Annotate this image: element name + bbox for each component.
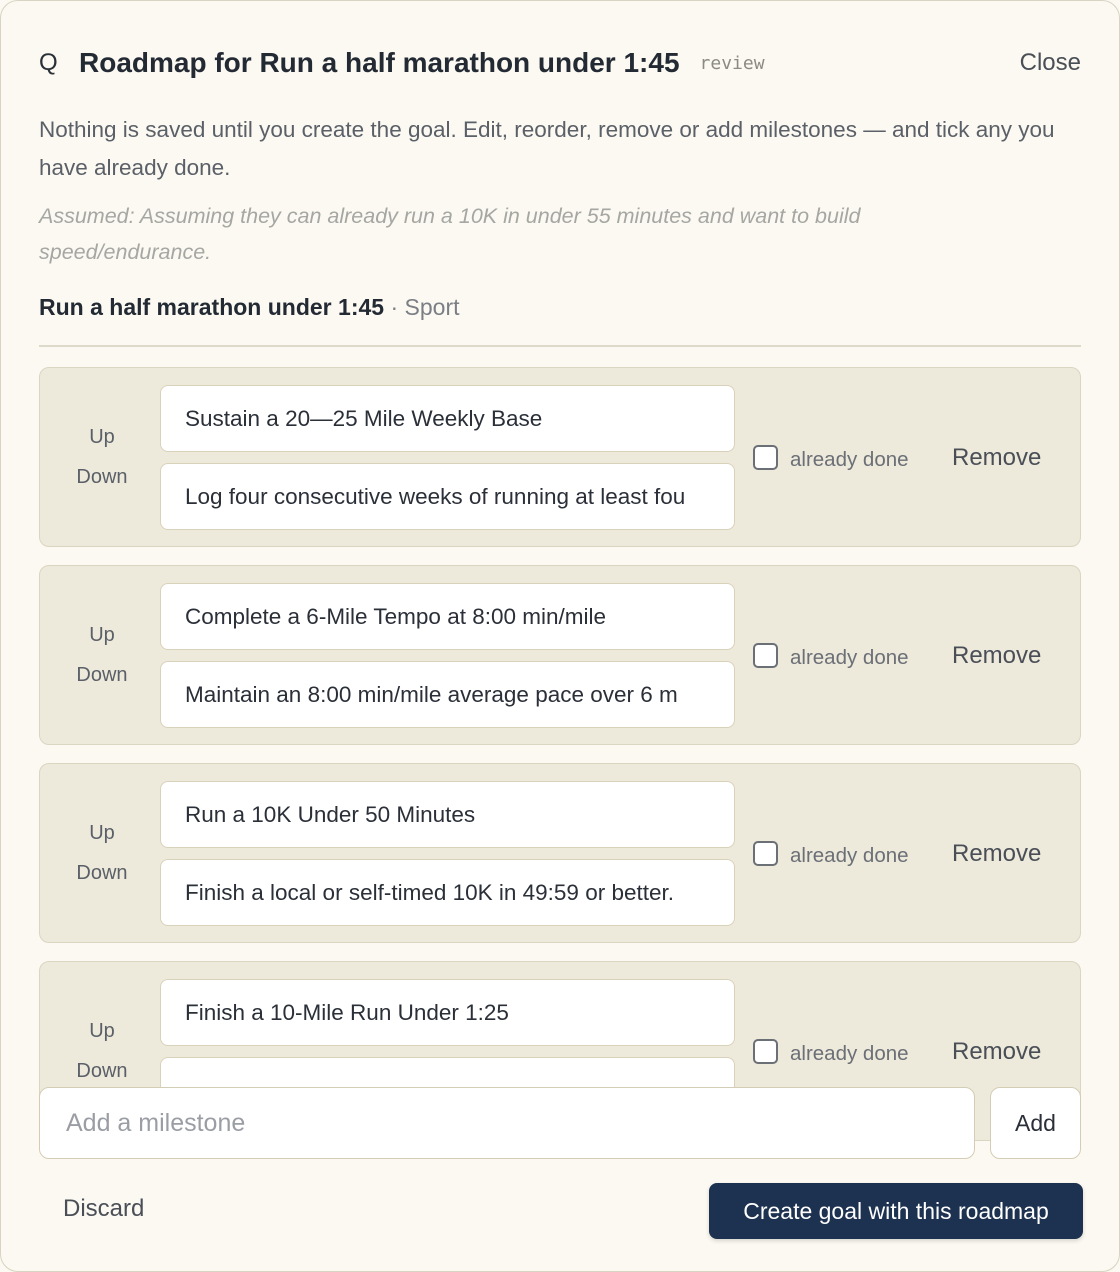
q-icon: Q — [39, 49, 58, 76]
move-down-button[interactable]: Down — [76, 862, 128, 884]
milestone-title-input[interactable] — [160, 781, 735, 848]
move-up-button[interactable]: Up — [89, 1020, 115, 1042]
add-milestone-button[interactable]: Add — [990, 1087, 1081, 1159]
milestone-title-input[interactable] — [160, 979, 735, 1046]
intro-text: Nothing is saved until you create the goal. Edit, reorder, remove or add milestones — and tick any you have already done. — [39, 117, 1055, 180]
already-done-checkbox[interactable] — [753, 1039, 778, 1064]
close-button[interactable]: Close — [1019, 49, 1081, 76]
move-up-button[interactable]: Up — [89, 822, 115, 844]
milestone-description-input[interactable] — [160, 859, 735, 926]
remove-milestone-button[interactable]: Remove — [952, 840, 1042, 867]
already-done-checkbox[interactable] — [753, 643, 778, 668]
discard-button[interactable]: Discard — [63, 1195, 145, 1222]
already-done-label: already done — [790, 1042, 909, 1065]
goal-separator: · — [384, 294, 405, 320]
already-done-checkbox[interactable] — [753, 841, 778, 866]
move-down-button[interactable]: Down — [76, 466, 128, 488]
milestone-description-input[interactable] — [160, 661, 735, 728]
assumption-note: Assumed: Assuming they can already run a 10K in under 55 minutes and want to build speed/endurance. — [39, 204, 861, 264]
dialog-title: Roadmap for Run a half marathon under 1:45 — [79, 47, 680, 78]
milestone-title-input[interactable] — [160, 385, 735, 452]
milestone-description-input[interactable] — [160, 463, 735, 530]
remove-milestone-button[interactable]: Remove — [952, 1038, 1042, 1065]
milestone-title-input[interactable] — [160, 583, 735, 650]
add-milestone-input[interactable] — [39, 1087, 975, 1159]
review-badge: review — [699, 52, 765, 74]
dialog-header — [39, 41, 1081, 85]
milestone-card — [39, 763, 1081, 943]
move-up-button[interactable]: Up — [89, 426, 115, 448]
remove-milestone-button[interactable]: Remove — [952, 444, 1042, 471]
add-milestone-row — [39, 1087, 1081, 1159]
remove-milestone-button[interactable]: Remove — [952, 642, 1042, 669]
move-up-button[interactable]: Up — [89, 624, 115, 646]
already-done-label: already done — [790, 844, 909, 867]
already-done-label: already done — [790, 646, 909, 669]
goal-summary — [39, 289, 460, 325]
goal-name: Run a half marathon under 1:45 — [39, 294, 385, 320]
milestone-card — [39, 565, 1081, 745]
milestone-card — [39, 367, 1081, 547]
move-down-button[interactable]: Down — [76, 1060, 128, 1082]
already-done-label: already done — [790, 448, 909, 471]
divider — [39, 345, 1081, 347]
already-done-checkbox[interactable] — [753, 445, 778, 470]
move-down-button[interactable]: Down — [76, 664, 128, 686]
goal-category: Sport — [404, 294, 460, 320]
milestone-list[interactable] — [39, 367, 1081, 1082]
create-goal-button[interactable]: Create goal with this roadmap — [709, 1183, 1083, 1239]
